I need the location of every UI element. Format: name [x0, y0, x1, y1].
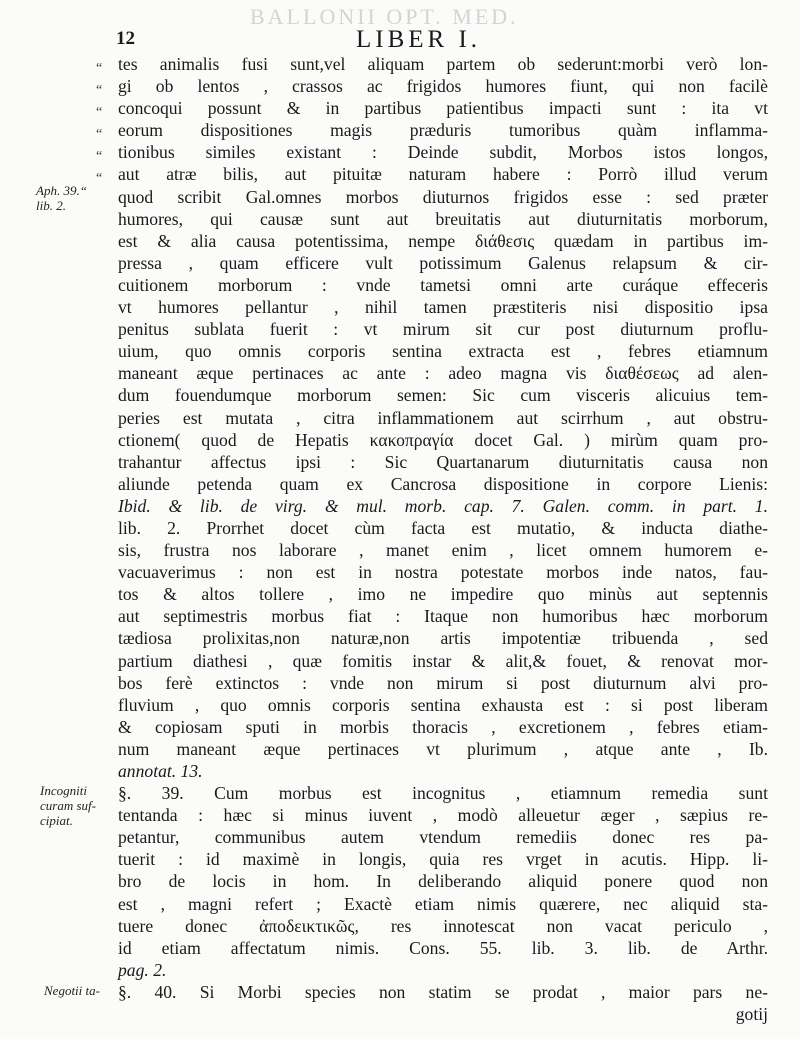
text-line: num maneant æque pertinaces vt plurimum , atque ante , Ib.: [118, 738, 768, 759]
text-line: partium diathesi , quæ fomitis instar & alit,& fouet, & renovat mor-: [118, 650, 768, 671]
text-line: uium, quo omnis corporis sentina extracta est , febres etiamnum: [118, 341, 768, 362]
margin-note-incogniti: [40, 783, 96, 828]
text-line: petantur, communibus autem vtendum remediis donec res pa-: [118, 827, 768, 848]
text-line: vacuaverimus : non est in nostra potestate morbos inde natos, fau-: [118, 562, 768, 583]
text-line: concoqui possunt & in partibus patientibus impacti sunt : ita vt: [118, 98, 768, 119]
catchword: gotij: [735, 1004, 768, 1025]
text-line: bos ferè extinctos : vnde non mirum si post diuturnum alvi pro-: [118, 672, 768, 693]
quote-mark: “: [96, 127, 103, 143]
text-line: pag. 2.: [118, 959, 167, 980]
text-line: dum fouendumque morborum semen: Sic cum visceris alicuius tem-: [118, 385, 768, 406]
margin-note-negotii: [44, 983, 100, 998]
text-line: cuitionem morborum : vnde tametsi omni arte curáque effeceris: [118, 274, 768, 295]
text-line: vt humores pellantur , nihil tamen præstiteris nisi dispositio ipsa: [118, 297, 768, 318]
margin-note-line: Aph. 39.“: [36, 183, 87, 198]
text-line: & copiosam sputi in morbis thoracis , excretionem , febres etiam-: [118, 716, 768, 737]
text-line: penitus sublata fuerit : vt mirum sit cur post diuturnum proflu-: [118, 319, 768, 340]
body-text: [118, 53, 768, 1025]
quote-mark: “: [96, 149, 103, 165]
text-line: aut atræ bilis, aut pituitæ naturam habere : Porrò illud verum: [118, 164, 768, 185]
margin-note-line: lib. 2.: [36, 198, 66, 213]
quotation-marks-column: [96, 58, 102, 191]
text-line: aliunde petenda quam ex Cancrosa dispositione in corpore Lienis:: [118, 473, 768, 494]
quote-mark: “: [96, 105, 103, 121]
text-line: trahantur affectus ipsi : Sic Quartanarum diuturnitatis causa non: [118, 451, 768, 472]
section-40-start: §. 40. Si Morbi species non statim se prodat , maior pars ne-: [118, 981, 768, 1002]
text-line: est , magni refert ; Exactè etiam nimis quærere, nec aliquid sta-: [118, 893, 768, 914]
text-line: humores, qui causæ sunt aut breuitatis aut diuturnitatis morborum,: [118, 208, 768, 229]
margin-note-line: Negotii ta-: [44, 983, 100, 998]
text-line: ctionem( quod de Hepatis κακοπραγία docet Gal. ) mirùm quam pro-: [118, 429, 768, 450]
text-line: quod scribit Gal.omnes morbos diuturnos frigidos esse : sed præter: [118, 186, 768, 207]
running-head: LIBER I.: [356, 26, 482, 53]
text-line: annotat. 13.: [118, 761, 203, 781]
page-number: 12: [116, 28, 135, 49]
text-line: tuere donec ἀποδεικτικῶς, res innotescat non vacat periculo ,: [118, 915, 768, 936]
text-line: peries est mutata , citra inflammationem aut scirrhum , aut obstru-: [118, 407, 768, 428]
bleed-through-header: BALLONII OPT. MED.: [250, 4, 519, 29]
section-39-start: §. 39. Cum morbus est incognitus , etiamnum remedia sunt: [118, 783, 768, 804]
text-line: tuerit : id maximè in longis, quia res vrget in acutis. Hipp. li-: [118, 849, 768, 870]
text-line: tædiosa prolixitas,non naturæ,non artis impotentiæ tribuenda , sed: [118, 628, 768, 649]
quote-mark: “: [96, 171, 103, 187]
text-line: eorum dispositiones magis præduris tumoribus quàm inflamma-: [118, 120, 768, 141]
text-line: tentanda : hæc si minus iuvent , modò alleuetur æger , sæpius re-: [118, 805, 768, 826]
margin-note-aphorism: [36, 183, 87, 213]
text-line: pressa , quam efficere vult potissimum Galenus relapsum & cir-: [118, 252, 768, 273]
page-header: [116, 26, 760, 54]
margin-note-line: curam suf-: [40, 798, 96, 813]
margin-note-line: cipiat.: [40, 813, 73, 828]
text-line: sis, frustra nos laborare , manet enim , licet omnem humorem e-: [118, 540, 768, 561]
text-line: tionibus similes existant : Deinde subdit, Morbos istos longos,: [118, 142, 768, 163]
quote-mark: “: [96, 83, 103, 99]
text-line: est & alia causa potentissima, nempe διάθεσις quædam in partibus im-: [118, 230, 768, 251]
margin-note-line: Incogniti: [40, 783, 87, 798]
text-line: tes animalis fusi sunt,vel aliquam partem ob sederunt:morbi verò lon-: [118, 54, 768, 74]
text-line: gi ob lentos , crassos ac frigidos humores fiunt, qui non facilè: [118, 76, 768, 97]
text-line: aut septimestris morbus fiat : Itaque non humoribus hæc morborum: [118, 606, 768, 627]
text-line: fluvium , quo omnis corporis sentina exhausta est : si post liberam: [118, 694, 768, 715]
text-line: id etiam affectatum nimis. Cons. 55. lib. 3. lib. de Arthr.: [118, 937, 768, 958]
text-line: tos & altos tollere , imo ne impedire quo minùs aut septennis: [118, 584, 768, 605]
text-line: lib. 2. Prorrhet docet cùm facta est mutatio, & inducta diathe-: [118, 517, 768, 538]
text-line: maneant æque pertinaces ac ante : adeo magna vis διαθέσεως ad alen-: [118, 363, 768, 384]
quote-mark: “: [96, 61, 103, 76]
text-line: Ibid. & lib. de virg. & mul. morb. cap. 7. Galen. comm. in part. 1.: [118, 495, 768, 516]
text-line: bro de locis in hom. In deliberando aliquid ponere quod non: [118, 871, 768, 892]
